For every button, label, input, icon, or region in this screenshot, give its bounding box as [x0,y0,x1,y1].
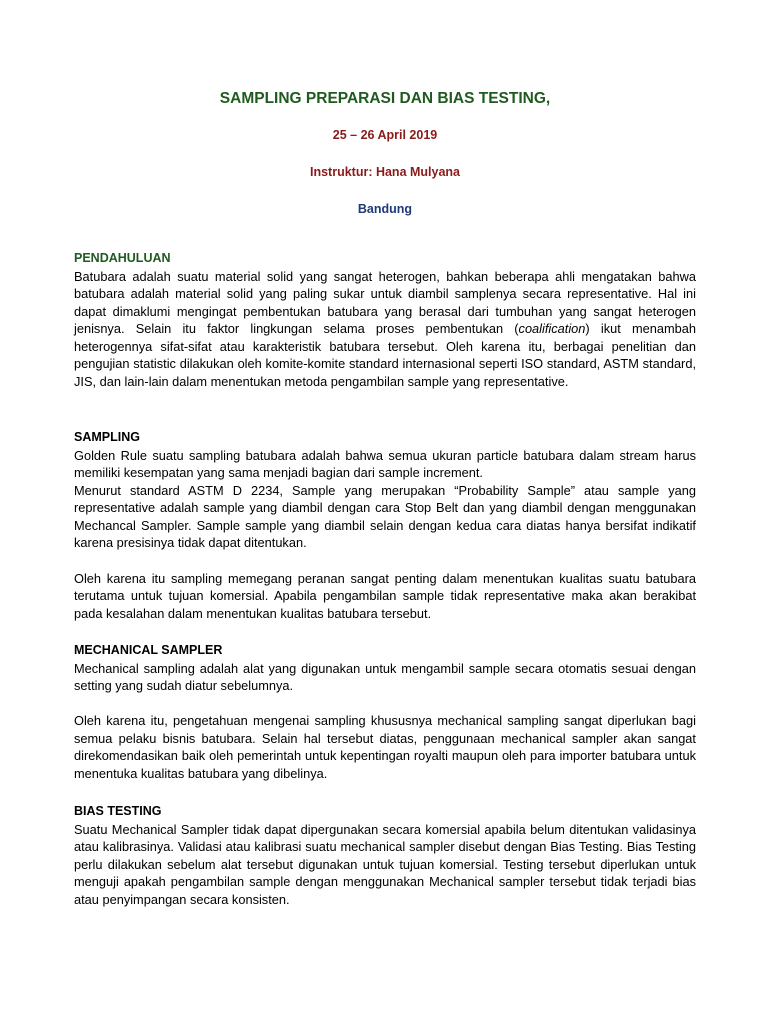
paragraph-pendahuluan [74,268,696,391]
paragraph-text: ) ikut menambah heterogennya sifat-sifat atau karakteristik batubara tersebut. Oleh karena itu, berbagai penelitian dan pengujian statistic dilakukan oleh komite-komite standard internasional seperti ISO standard, ASTM standard, JIS, dan lain-lain dalam menentukan metoda pengambilan sample yang representative. [74,321,697,390]
event-date: 25 – 26 April 2019 [332,128,438,142]
paragraph-gap [74,695,696,713]
instructor-line: Instruktur: Hana Mulyana [309,165,461,179]
paragraph-text: Batubara adalah suatu material solid yang sangat heterogen, bahkan beberapa ahli mengatakan bahwa batubara adalah material solid yang paling sukar untuk diambil samplenya secara representative. Hal ini dapat dimaklumi mengingat pembentukan batubara yang berasal dari tumbuhan yang sangat heterogen jenisnya. Selain itu faktor lingkungan selama proses pembentukan ( [74,268,696,337]
paragraph-bias-1: Suatu Mechanical Sampler tidak dapat dipergunakan secara komersial apabila belum ditentukan validasinya atau kalibrasinya. Validasi atau kalibrasi suatu mechanical sampler disebut dengan Bias Testing. Bias Testing perlu dilakukan sebelum alat tersebut digunakan untuk tujuan komersial. Testing tersebut diperlukan untuk menguji apakah pengambilan sample dengan menggunakan Mechanical sampler tersebut tidak terjadi bias atau penyimpangan secara konsisten. [74,821,696,907]
paragraph-mechanical-1: Mechanical sampling adalah alat yang digunakan untuk mengambil sample secara otomatis sesuai dengan setting yang sudah diatur sebelumnya. [74,660,696,694]
section-heading-sampling: SAMPLING [74,430,140,444]
paragraph-gap [74,552,696,570]
section-heading-pendahuluan: PENDAHULUAN [74,251,171,265]
paragraph-sampling-3: Oleh karena itu sampling memegang peranan sangat penting dalam menentukan kualitas suatu batubara terutama untuk tujuan komersial. Apabila pengambilan sample tidak representative maka akan berakibat pada kesalahan dalam menentukan kualitas batubara tersebut. [74,570,696,621]
section-heading-bias-testing: BIAS TESTING [74,804,162,818]
paragraph-mechanical-2: Oleh karena itu, pengetahuan mengenai sampling khususnya mechanical sampling sangat diperlukan bagi semua pelaku bisnis batubara. Selain hal tersebut diatas, penggunaan mechanical sampler akan sangat direkomendasikan baik oleh pemerintah untuk kepentingan royalti maupun oleh para importer batubara untuk menentuka kualitas batubara yang dibelinya. [74,713,696,782]
document-title: SAMPLING PREPARASI DAN BIAS TESTING, [219,90,551,107]
section-sampling [74,429,696,622]
paragraph-sampling-1: Golden Rule suatu sampling batubara adalah bahwa semua ukuran particle batubara dalam stream harus memiliki kesempatan yang sama menjadi bagian dari sample increment. [74,447,696,481]
section-mechanical-sampler [74,642,696,783]
section-bias-testing [74,803,696,908]
section-pendahuluan [74,250,696,391]
event-city: Bandung [357,202,413,216]
paragraph-sampling-2: Menurut standard ASTM D 2234, Sample yang merupakan “Probability Sample” atau sample yang representative adalah sample yang diambil dengan cara Stop Belt dan yang diambil dengan menggunakan Mechancal Sampler. Sample sample yang diambil selain dengan kedua cara diatas hanya bersifat indikatif karena presisinya tidak dapat ditentukan. [74,482,696,551]
italic-term-coalification: coalification [518,321,586,337]
section-heading-mechanical-sampler: MECHANICAL SAMPLER [74,643,223,657]
